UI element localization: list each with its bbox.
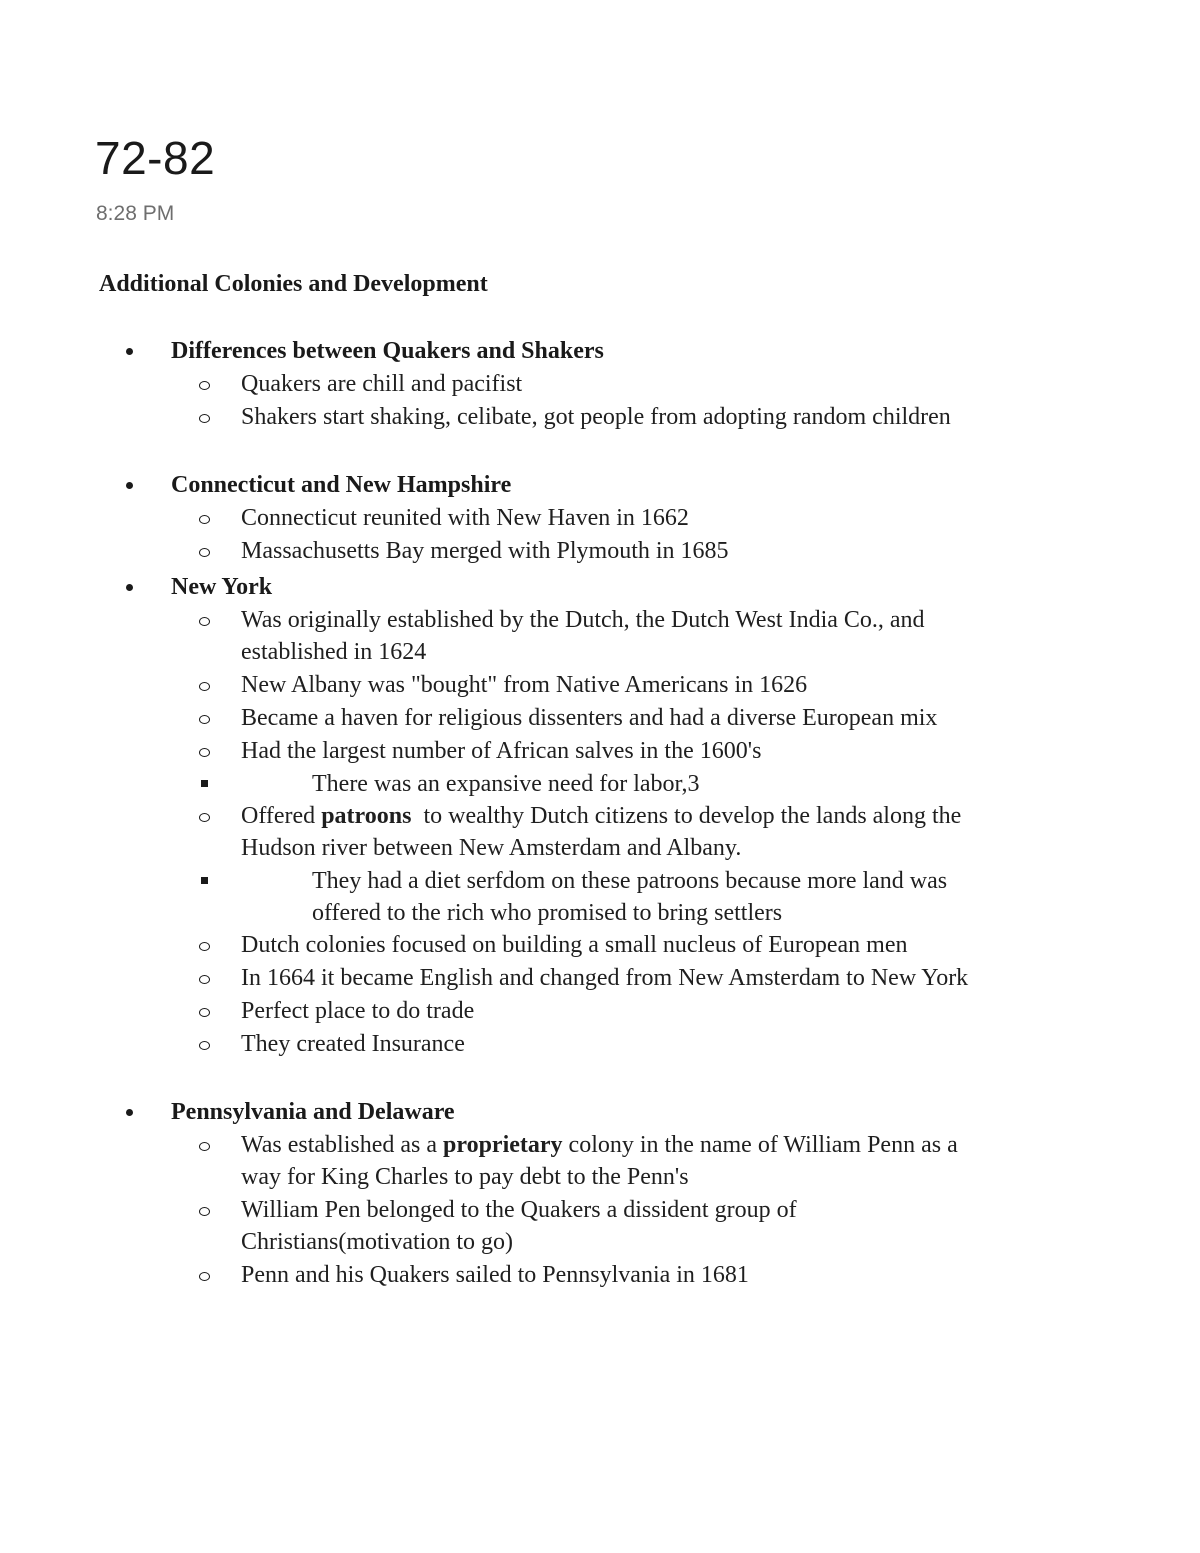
circle-bullet-icon <box>199 715 210 724</box>
item-text: Had the largest number of African salves in the 1600's <box>241 738 762 764</box>
item-text: Quakers are chill and pacifist <box>241 371 523 397</box>
circle-bullet-icon <box>199 548 210 557</box>
topic-items <box>171 604 1200 1061</box>
square-bullet-icon <box>201 877 208 884</box>
sub-list-item <box>241 768 1200 800</box>
sub-list-item <box>241 865 1200 929</box>
topic-list <box>0 334 1200 1292</box>
circle-bullet-icon <box>199 617 210 626</box>
item-text: Shakers start shaking, celibate, got people from adopting random children <box>241 404 951 430</box>
bullet-icon <box>126 584 133 591</box>
topic-items <box>171 1129 1200 1292</box>
topic-quakers-shakers <box>0 334 1200 434</box>
topic-items <box>171 368 1200 434</box>
topic-label: Connecticut and New Hampshire <box>171 472 512 498</box>
bullet-icon <box>126 482 133 489</box>
list-item <box>241 401 1200 434</box>
bold-term: patroons <box>321 803 412 829</box>
item-text: Perfect place to do trade <box>241 998 475 1024</box>
circle-bullet-icon <box>199 813 210 822</box>
topic-items <box>171 502 1200 568</box>
circle-bullet-icon <box>199 1207 210 1216</box>
list-item <box>241 929 1200 962</box>
circle-bullet-icon <box>199 515 210 524</box>
list-item <box>241 1129 1200 1194</box>
sub-item-text: There was an expansive need for labor,3 <box>312 771 700 797</box>
circle-bullet-icon <box>199 1041 210 1050</box>
circle-bullet-icon <box>199 1142 210 1151</box>
circle-bullet-icon <box>199 682 210 691</box>
item-text: William Pen belonged to the Quakers a dissident group of Christians(motivation to go) <box>241 1197 797 1255</box>
circle-bullet-icon <box>199 414 210 423</box>
list-item <box>241 995 1200 1028</box>
item-text: Was originally established by the Dutch, the Dutch West India Co., and established in 1624 <box>241 607 925 665</box>
item-text: Dutch colonies focused on building a small nucleus of European men <box>241 932 908 958</box>
list-item <box>241 604 1200 669</box>
item-text: Offered patroons to wealthy Dutch citizens to develop the lands along the Hudson river between New Amsterdam and Albany. <box>241 803 968 861</box>
list-item <box>241 669 1200 702</box>
list-item <box>241 735 1200 800</box>
item-text: New Albany was "bought" from Native Americans in 1626 <box>241 672 808 698</box>
topic-label: New York <box>171 574 273 600</box>
notes-body <box>0 268 1200 1435</box>
list-item <box>241 535 1200 568</box>
page-title: 72-82 <box>95 132 216 184</box>
list-item <box>241 502 1200 535</box>
list-item <box>241 800 1200 929</box>
square-bullet-icon <box>201 780 208 787</box>
topic-new-york <box>0 570 1200 1061</box>
list-item <box>241 1259 1200 1292</box>
item-text: Became a haven for religious dissenters and had a diverse European mix <box>241 705 938 731</box>
list-item <box>241 368 1200 401</box>
item-text: Connecticut reunited with New Haven in 1662 <box>241 505 689 531</box>
list-item <box>241 1194 1200 1259</box>
section-heading: Additional Colonies and Development <box>99 271 488 297</box>
circle-bullet-icon <box>199 381 210 390</box>
circle-bullet-icon <box>199 748 210 757</box>
item-text: Penn and his Quakers sailed to Pennsylvania in 1681 <box>241 1262 749 1288</box>
item-text: Was established as a proprietary colony in the name of William Penn as a way for King Charles to pay debt to the Penn's <box>241 1132 958 1190</box>
topic-label: Differences between Quakers and Shakers <box>171 338 604 364</box>
list-item <box>241 1028 1200 1061</box>
item-text: In 1664 it became English and changed from New Amsterdam to New York <box>241 965 969 991</box>
item-text: Massachusetts Bay merged with Plymouth in 1685 <box>241 538 729 564</box>
list-item <box>241 702 1200 735</box>
sub-item-text: They had a diet serfdom on these patroons because more land was offered to the rich who promised to bring settlers <box>312 868 948 926</box>
bullet-icon <box>126 1109 133 1116</box>
circle-bullet-icon <box>199 1008 210 1017</box>
topic-connecticut-new-hampshire <box>0 468 1200 568</box>
list-item <box>241 962 1200 995</box>
page-timestamp: 8:28 PM <box>96 202 175 225</box>
topic-label: Pennsylvania and Delaware <box>171 1099 455 1125</box>
bullet-icon <box>126 348 133 355</box>
item-text: They created Insurance <box>241 1031 465 1057</box>
topic-pennsylvania-delaware <box>0 1095 1200 1292</box>
bold-term: proprietary <box>443 1132 563 1158</box>
circle-bullet-icon <box>199 975 210 984</box>
circle-bullet-icon <box>199 942 210 951</box>
circle-bullet-icon <box>199 1272 210 1281</box>
